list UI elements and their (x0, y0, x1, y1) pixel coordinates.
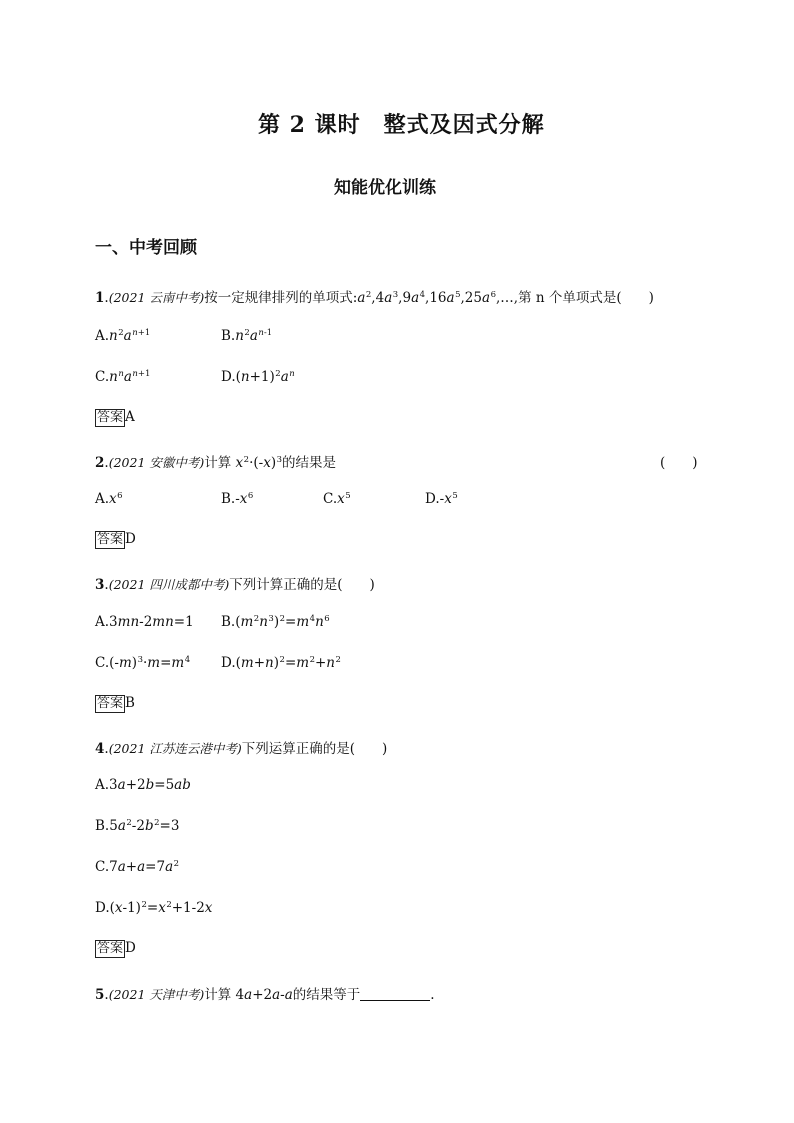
q4-option-a: A.3a+2b=5ab (95, 777, 191, 793)
q3-option-c: $C.(-m)^3\cdot m=m^4$ (95, 655, 191, 671)
question-number: 1 (95, 290, 105, 306)
q4-answer (95, 940, 136, 958)
answer-label: 答案 (97, 696, 124, 711)
q2-option-b: $B.-x^6$ (221, 491, 254, 507)
q4-option-d: $D.(x-1)^2=x^2+1-2x$ (95, 900, 213, 916)
question-4: 4.(2021 江苏连云港中考)下列运算正确的是( ) (95, 741, 388, 757)
q1-option-b: $B.n^2a^{n-1}$ (221, 328, 273, 344)
question-source: (2021 江苏连云港中考) (108, 741, 242, 756)
answer-label: 答案 (97, 532, 124, 547)
question-stem: 计算 (204, 987, 236, 1003)
q4-option-c: $C.7a+a=7a^2$ (95, 859, 180, 875)
sentence-end: . (430, 987, 435, 1003)
question-stem: 下列运算正确的是( ) (241, 741, 388, 757)
question-3: 3.(2021 四川成都中考)下列计算正确的是( ) (95, 577, 375, 593)
question-stem-tail: 的结果等于 (292, 987, 361, 1003)
q2-answer-paren: ( ) (660, 455, 698, 471)
answer-value: B (125, 695, 135, 711)
question-source: (2021 四川成都中考) (108, 577, 230, 592)
question-number: 5 (95, 987, 105, 1003)
page-title: 第 2 课时 整式及因式分解 (258, 112, 545, 138)
question-source: (2021 安徽中考) (108, 455, 205, 470)
answer-blank[interactable] (360, 988, 430, 1001)
answer-label: 答案 (97, 941, 124, 956)
section-heading-review: 一、中考回顾 (95, 238, 197, 258)
q3-option-a: A.3mn-2mn=1 (95, 614, 194, 630)
question-source: (2021 云南中考) (108, 290, 205, 305)
question-2: 2.(2021 安徽中考)计算 $x^2\cdot(-x)^3$的结果是 (95, 455, 337, 471)
q2-option-c: $C.x^5$ (323, 491, 351, 507)
q2-answer (95, 531, 136, 549)
q1-option-d: $D.(n+1)^2a^n$ (221, 369, 295, 385)
question-stem-tail: 的结果是 (282, 455, 337, 471)
question-source: (2021 天津中考) (108, 987, 205, 1002)
question-stem: 计算 (204, 455, 236, 471)
q3-option-d: $D.(m+n)^2=m^2+n^2$ (221, 655, 341, 671)
q3-answer (95, 695, 135, 713)
answer-label: 答案 (97, 410, 124, 425)
q2-option-a: $A.x^6$ (95, 491, 123, 507)
question-stem-tail: ,第 n 个单项式是( ) (513, 290, 654, 306)
question-number: 4 (95, 741, 105, 757)
question-number: 3 (95, 577, 105, 593)
page-subtitle: 知能优化训练 (334, 178, 436, 198)
answer-value: D (125, 531, 136, 547)
q1-option-c: $C.n^na^{n+1}$ (95, 369, 151, 385)
q4-option-b: $B.5a^2-2b^2=3$ (95, 818, 180, 834)
answer-value: A (125, 409, 135, 425)
q2-option-d: $D.-x^5$ (425, 491, 458, 507)
question-1: 1.(2021 云南中考)按一定规律排列的单项式$:a^2,4a^3,9a^4,16a^5,25a^6,\dots$,第 n 个单项式是( ) (95, 290, 654, 306)
question-5: 5.(2021 天津中考)计算 4a+2a-a的结果等于 . (95, 987, 435, 1003)
q1-answer (95, 409, 135, 427)
answer-value: D (125, 940, 136, 956)
question-stem: 按一定规律排列的单项式: (204, 290, 358, 306)
question-stem: 下列计算正确的是( ) (229, 577, 375, 593)
q1-option-a: $A.n^2a^{n+1}$ (95, 328, 151, 344)
q3-option-b: $B.(m^2n^3)^2=m^4n^6$ (221, 614, 330, 630)
question-number: 2 (95, 455, 105, 471)
